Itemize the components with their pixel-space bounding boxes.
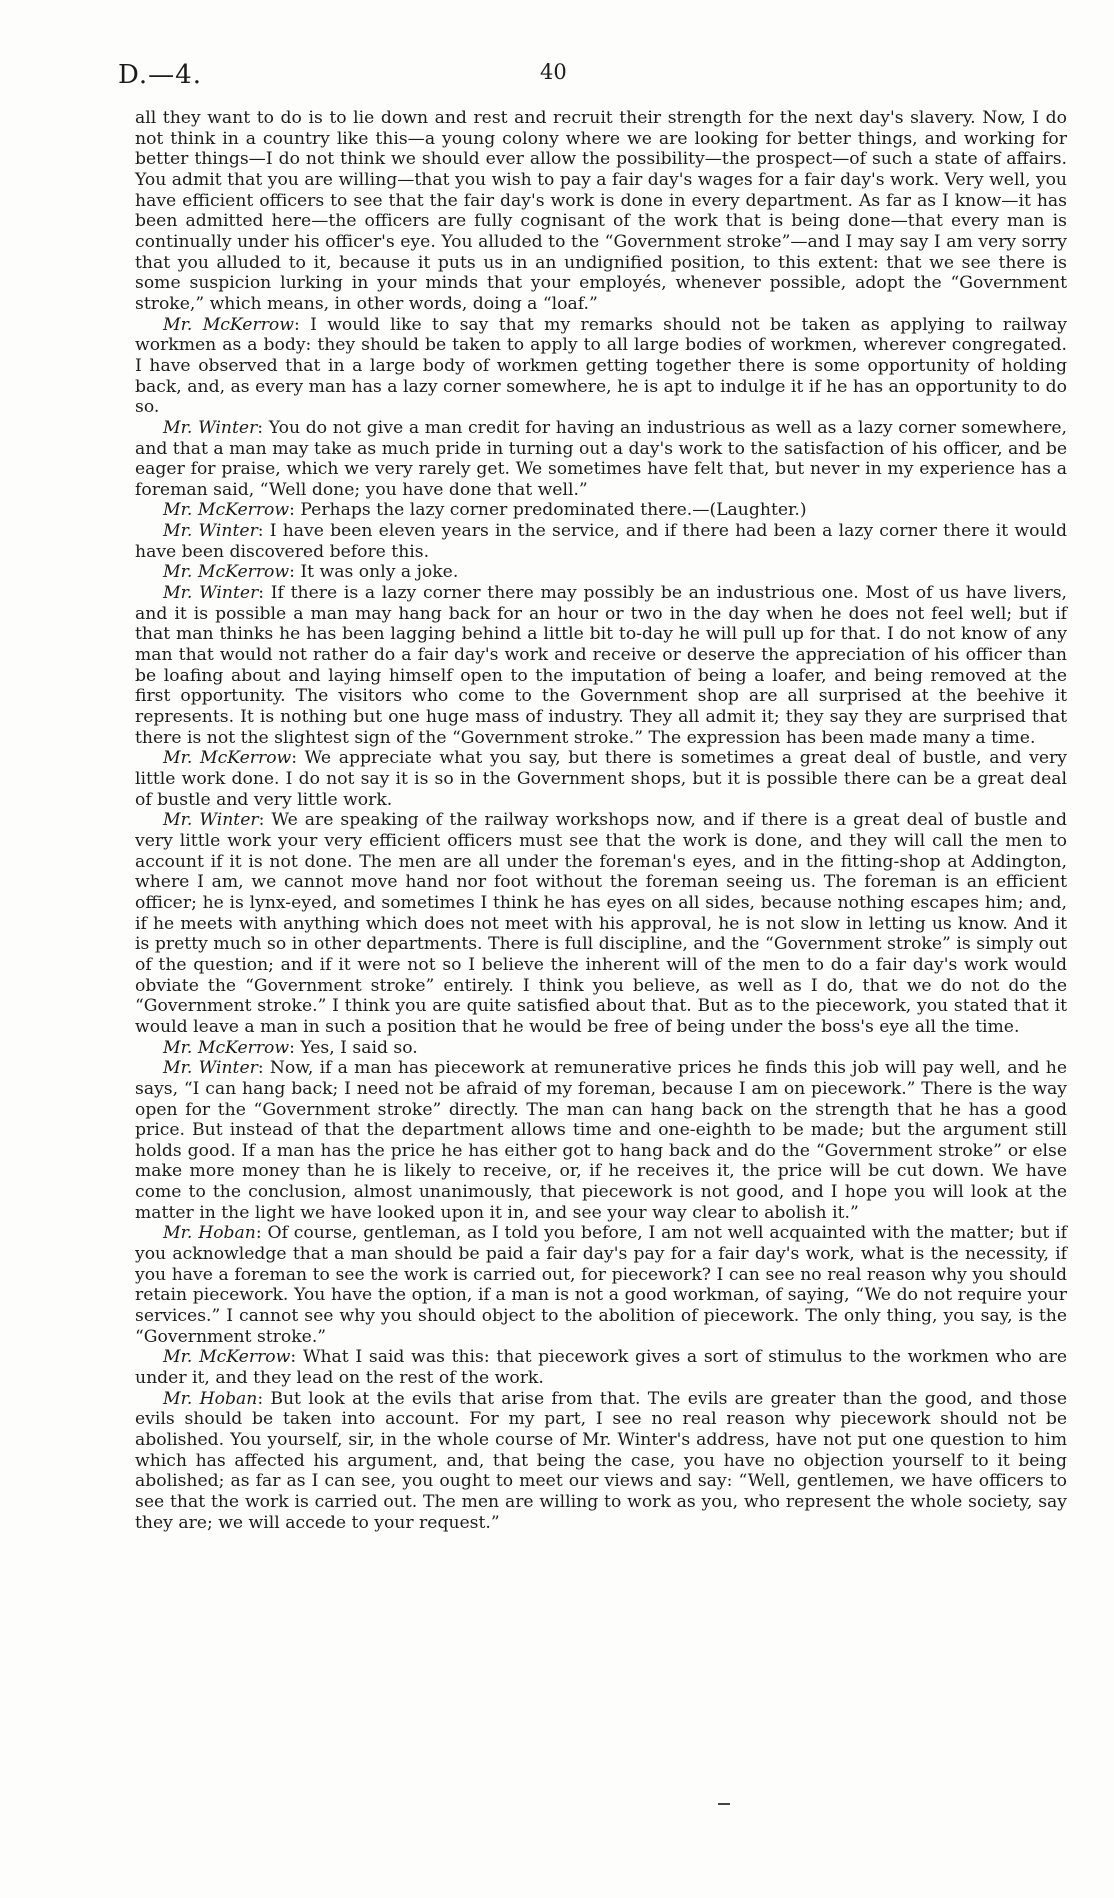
- paragraph: [135, 1347, 1067, 1388]
- paragraph: [135, 315, 1067, 418]
- paragraph-text: : But look at the evils that arise from that. The evils are greater than the good, and those evils should be taken into account. For my part, I see no real reason why piecework should not be abolished. You yourself, sir, in the whole course of Mr. Winter's address, have not put one question to him which has affected his argument, and, that being the case, you have no objection yourself to it being abolished; as far as I can see, you ought to meet our views and say: “Well, gentlemen, we have officers to see that the work is carried out. The men are willing to work as you, who represent the whole society, say they are; we will accede to your request.”: [135, 1388, 1068, 1533]
- paragraph-text: all they want to do is to lie down and rest and recruit their strength for the next day's slavery. Now, I do not think in a country like this—a young colony where we are looking for better things, and working for better things—I do not think we should ever allow the possibility—the prospect—of such a state of affairs. You admit that you are willing—that you wish to pay a fair day's wages for a fair day's work. Very well, you have efficient officers to see that the fair day's work is done in every department. As far as I know—it has been admitted here—the officers are fully cognisant of the work that is being done—that every man is continually under his officer's eye. You alluded to the “Government stroke”—and I may say I am very sorry that you alluded to it, because it puts us in an undignified position, to this extent: that we see there is some suspicion lurking in your minds that your employés, whenever possible, adopt the “Government stroke,” which means, in other words, doing a “loaf.”: [135, 108, 1067, 314]
- paragraph: [135, 1058, 1067, 1223]
- speaker-name: Mr. Winter: [163, 583, 259, 604]
- paragraph-text: : We are speaking of the railway workshops now, and if there is a great deal of bustle and very little work your very efficient officers must see that the work is done, and they will call the men to account if it is not done. The men are all under the foreman's eyes, and in the fitting-shop at Addington, where I am, we cannot move hand nor foot without the foreman seeing us. The foreman is an efficient officer; he is lynx-eyed, and sometimes I think he has eyes on all sides, because nothing escapes him; and, if he meets with anything which does not meet with his approval, he is not slow in letting us know. And it is pretty much so in other departments. There is full discipline, and the “Government stroke” is simply out of the question; and if it were not so I believe the inherent will of the men to do a fair day's work would obviate the “Government stroke” entirely. I think you believe, as well as I do, that we do not do the “Government stroke.” I think you are quite satisfied about that. But as to the piecework, you stated that it would leave a man in such a position that he would be free of being under the boss's eye all the time.: [135, 810, 1067, 1037]
- paragraph: [135, 1038, 1067, 1059]
- speaker-name: Mr. Winter: [163, 1058, 258, 1079]
- paragraph: [135, 500, 1067, 521]
- speaker-name: Mr. McKerrow: [163, 314, 294, 335]
- speaker-name: Mr. Winter: [163, 810, 259, 831]
- paragraph-text: : If there is a lazy corner there may possibly be an industrious one. Most of us have livers, and it is possible a man may hang back for an hour or two in the day when he does not feel well; but if that man thinks he has been lagging behind a little bit to-day he will pull up for that. I do not know of any man that would not rather do a fair day's work and receive or deserve the appreciation of his officer than be loafing about and laying himself open to the imputation of being a loafer, and being removed at the first opportunity. The visitors who come to the Government shop are all surprised at the beehive it represents. It is nothing but one huge mass of industry. They all admit it; they say they are surprised that there is not the slightest sign of the “Government stroke.” The expression has been made many a time.: [135, 583, 1067, 748]
- paragraph: [135, 562, 1067, 583]
- speaker-name: Mr. Winter: [163, 417, 258, 438]
- speaker-name: Mr. McKerrow: [163, 562, 290, 583]
- paragraph: [135, 810, 1067, 1037]
- paragraph: [135, 1389, 1067, 1534]
- speaker-name: Mr. McKerrow: [163, 500, 290, 521]
- speaker-name: Mr. Hoban: [163, 1388, 258, 1409]
- paragraph-text: : You do not give a man credit for having an industrious as well as a lazy corner somewhere, and that a man may take as much pride in turning out a day's work to the satisfaction of his officer, and be eager for praise, which we very rarely get. We sometimes have felt that, but never in my experience has a foreman said, “Well done; you have done that well.”: [135, 417, 1067, 500]
- paragraph: [135, 583, 1067, 748]
- speaker-name: Mr. McKerrow: [163, 748, 292, 769]
- paragraph-text: : I have been eleven years in the service, and if there had been a lazy corner there it would have been discovered before this.: [135, 521, 1068, 562]
- speaker-name: Mr. McKerrow: [163, 1037, 290, 1058]
- body-text: [135, 108, 1067, 1533]
- paragraph: [135, 748, 1067, 810]
- paragraph: [135, 108, 1067, 315]
- paragraph-text: : What I said was this: that piecework gives a sort of stimulus to the workmen who are under it, and they lead on the rest of the work.: [135, 1347, 1067, 1389]
- document-reference: D.—4.: [118, 60, 202, 90]
- paragraph: [135, 1223, 1067, 1347]
- paragraph-text: : It was only a joke.: [289, 562, 459, 583]
- paragraph-text: : We appreciate what you say, but there is sometimes a great deal of bustle, and very little work done. I do not say it is so in the Government shops, but it is possible there can be a great deal of bustle and very little work.: [135, 748, 1067, 810]
- paragraph-text: : Yes, I said so.: [289, 1037, 418, 1058]
- speaker-name: Mr. McKerrow: [163, 1347, 291, 1368]
- paragraph: [135, 521, 1067, 562]
- page-number: 40: [540, 60, 567, 84]
- paragraph-text: : Perhaps the lazy corner predominated there.—(Laughter.): [289, 500, 807, 521]
- footer-dash: [718, 1803, 730, 1805]
- paragraph-text: : I would like to say that my remarks should not be taken as applying to railway workmen as a body: they should be taken to apply to all large bodies of workmen, wherever congregated. I have observed that in a large body of workmen getting together there is some opportunity of holding back, and, as every man has a lazy corner somewhere, he is apt to indulge it if he has an opportunity to do so.: [135, 314, 1067, 418]
- paragraph-text: : Now, if a man has piecework at remunerative prices he finds this job will pay well, and he says, “I can hang back; I need not be afraid of my foreman, because I am on piecework.” There is the way open for the “Government stroke” directly. The man can hang back on the strength that he has a good price. But instead of that the department allows time and one-eighth to be made; but the argument still holds good. If a man has the price he has either got to hang back and do the “Government stroke” or else make more money than he is likely to receive, or, if he receives it, the price will be cut down. We have come to the conclusion, almost unanimously, that piecework is not good, and I hope you will look at the matter in the light we have looked upon it in, and see your way clear to abolish it.”: [135, 1058, 1067, 1223]
- speaker-name: Mr. Winter: [163, 521, 258, 542]
- speaker-name: Mr. Hoban: [163, 1223, 256, 1244]
- paragraph: [135, 418, 1067, 501]
- paragraph-text: : Of course, gentleman, as I told you before, I am not well acquainted with the matter; but if you acknowledge that a man should be paid a fair day's pay for a fair day's work, what is the necessity, if you have a foreman to see the work is carried out, for piecework? I can see no real reason why you should retain piecework. You have the option, if a man is not a good workman, of saying, “We do not require your services.” I cannot see why you should object to the abolition of piecework. The only thing, you say, is the “Government stroke.”: [135, 1223, 1068, 1347]
